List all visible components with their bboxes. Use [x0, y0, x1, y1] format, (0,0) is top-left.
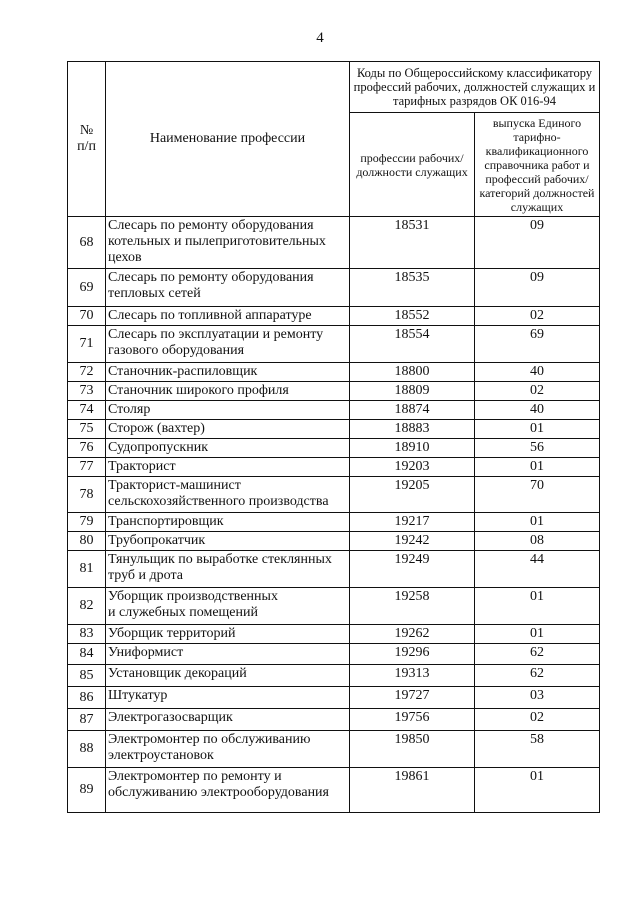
- profession-code: 19262: [350, 625, 475, 644]
- table-row: [68, 768, 600, 813]
- profession-name: Слесарь по топливной аппаратуре: [106, 307, 350, 326]
- row-number: 75: [68, 420, 106, 439]
- profession-code: 19205: [350, 477, 475, 513]
- etks-code: 69: [475, 326, 600, 363]
- header-code-etks: выпуска Единого тарифно-квалификационного справочника работ и профессий рабочих/категорий должностей служащих: [475, 113, 600, 217]
- profession-code: 19296: [350, 644, 475, 665]
- row-number: 84: [68, 644, 106, 665]
- etks-code: 09: [475, 217, 600, 269]
- table-row: [68, 625, 600, 644]
- row-number: 86: [68, 687, 106, 709]
- row-number: 72: [68, 363, 106, 382]
- profession-code: 18531: [350, 217, 475, 269]
- table-row: [68, 401, 600, 420]
- row-number: 88: [68, 731, 106, 768]
- row-number: 71: [68, 326, 106, 363]
- row-number: 79: [68, 513, 106, 532]
- etks-code: 09: [475, 269, 600, 307]
- profession-code: 18883: [350, 420, 475, 439]
- table-row: [68, 551, 600, 588]
- table-row: [68, 382, 600, 401]
- etks-code: 01: [475, 768, 600, 813]
- etks-code: 40: [475, 363, 600, 382]
- table-row: [68, 665, 600, 687]
- etks-code: 58: [475, 731, 600, 768]
- etks-code: 44: [475, 551, 600, 588]
- profession-name: Униформист: [106, 644, 350, 665]
- profession-code: 19242: [350, 532, 475, 551]
- table-row: [68, 687, 600, 709]
- profession-code: 18809: [350, 382, 475, 401]
- profession-name: Электромонтер по обслуживанию электроустановок: [106, 731, 350, 768]
- etks-code: 62: [475, 644, 600, 665]
- row-number: 78: [68, 477, 106, 513]
- etks-code: 01: [475, 420, 600, 439]
- profession-code: 18874: [350, 401, 475, 420]
- table-row: [68, 731, 600, 768]
- table-row: [68, 217, 600, 269]
- row-number: 69: [68, 269, 106, 307]
- profession-name: Транспортировщик: [106, 513, 350, 532]
- profession-name: Установщик декораций: [106, 665, 350, 687]
- profession-name: Судопропускник: [106, 439, 350, 458]
- professions-table: [67, 61, 600, 813]
- row-number: 73: [68, 382, 106, 401]
- page-number: 4: [316, 30, 324, 46]
- row-number: 82: [68, 588, 106, 625]
- profession-name: Уборщик территорий: [106, 625, 350, 644]
- profession-name: Станочник-распиловщик: [106, 363, 350, 382]
- etks-code: 70: [475, 477, 600, 513]
- row-number: 81: [68, 551, 106, 588]
- row-number: 80: [68, 532, 106, 551]
- profession-code: 18552: [350, 307, 475, 326]
- profession-code: 19313: [350, 665, 475, 687]
- etks-code: 01: [475, 588, 600, 625]
- profession-code: 19217: [350, 513, 475, 532]
- table-row: [68, 588, 600, 625]
- profession-name: Столяр: [106, 401, 350, 420]
- table-row: [68, 439, 600, 458]
- row-number: 76: [68, 439, 106, 458]
- row-number: 83: [68, 625, 106, 644]
- table-row: [68, 477, 600, 513]
- table-row: [68, 307, 600, 326]
- profession-name: Уборщик производственных и служебных помещений: [106, 588, 350, 625]
- row-number: 87: [68, 709, 106, 731]
- etks-code: 56: [475, 439, 600, 458]
- profession-name: Слесарь по ремонту оборудования котельных и пылеприготовительных цехов: [106, 217, 350, 269]
- row-number: 77: [68, 458, 106, 477]
- etks-code: 02: [475, 709, 600, 731]
- etks-code: 02: [475, 307, 600, 326]
- header-code-profession: профессии рабочих/ должности служащих: [350, 113, 475, 217]
- table-row: [68, 269, 600, 307]
- profession-code: 19258: [350, 588, 475, 625]
- row-number: 70: [68, 307, 106, 326]
- header-profession-name: Наименование профессии: [106, 62, 350, 217]
- profession-code: 19850: [350, 731, 475, 768]
- table-row: [68, 513, 600, 532]
- header-codes-group: Коды по Общероссийскому классификатору профессий рабочих, должностей служащих и тарифных разрядов ОК 016-94: [350, 62, 600, 113]
- profession-code: 18554: [350, 326, 475, 363]
- profession-code: 19756: [350, 709, 475, 731]
- profession-name: Слесарь по ремонту оборудования тепловых сетей: [106, 269, 350, 307]
- etks-code: 01: [475, 513, 600, 532]
- profession-code: 18800: [350, 363, 475, 382]
- profession-name: Сторож (вахтер): [106, 420, 350, 439]
- profession-name: Электромонтер по ремонту и обслуживанию электрооборудования: [106, 768, 350, 813]
- etks-code: 02: [475, 382, 600, 401]
- table-row: [68, 420, 600, 439]
- profession-name: Тракторист-машинист сельскохозяйственного производства: [106, 477, 350, 513]
- etks-code: 40: [475, 401, 600, 420]
- profession-name: Трубопрокатчик: [106, 532, 350, 551]
- profession-name: Слесарь по эксплуатации и ремонту газового оборудования: [106, 326, 350, 363]
- profession-code: 18535: [350, 269, 475, 307]
- etks-code: 62: [475, 665, 600, 687]
- row-number: 89: [68, 768, 106, 813]
- row-number: 85: [68, 665, 106, 687]
- header-number-text: № п/п: [77, 123, 96, 154]
- etks-code: 08: [475, 532, 600, 551]
- table-row: [68, 532, 600, 551]
- profession-code: 19727: [350, 687, 475, 709]
- header-number: [68, 62, 106, 217]
- profession-code: 19203: [350, 458, 475, 477]
- profession-code: 19861: [350, 768, 475, 813]
- table-body: [68, 217, 600, 813]
- profession-name: Электрогазосварщик: [106, 709, 350, 731]
- table-row: [68, 709, 600, 731]
- etks-code: 01: [475, 458, 600, 477]
- profession-code: 19249: [350, 551, 475, 588]
- row-number: 74: [68, 401, 106, 420]
- profession-code: 18910: [350, 439, 475, 458]
- profession-name: Станочник широкого профиля: [106, 382, 350, 401]
- etks-code: 01: [475, 625, 600, 644]
- profession-name: Тракторист: [106, 458, 350, 477]
- profession-name: Тянульщик по выработке стеклянных труб и дрота: [106, 551, 350, 588]
- table-row: [68, 644, 600, 665]
- table-header-row: [68, 62, 600, 113]
- profession-name: Штукатур: [106, 687, 350, 709]
- row-number: 68: [68, 217, 106, 269]
- table-row: [68, 458, 600, 477]
- etks-code: 03: [475, 687, 600, 709]
- table-row: [68, 326, 600, 363]
- table-row: [68, 363, 600, 382]
